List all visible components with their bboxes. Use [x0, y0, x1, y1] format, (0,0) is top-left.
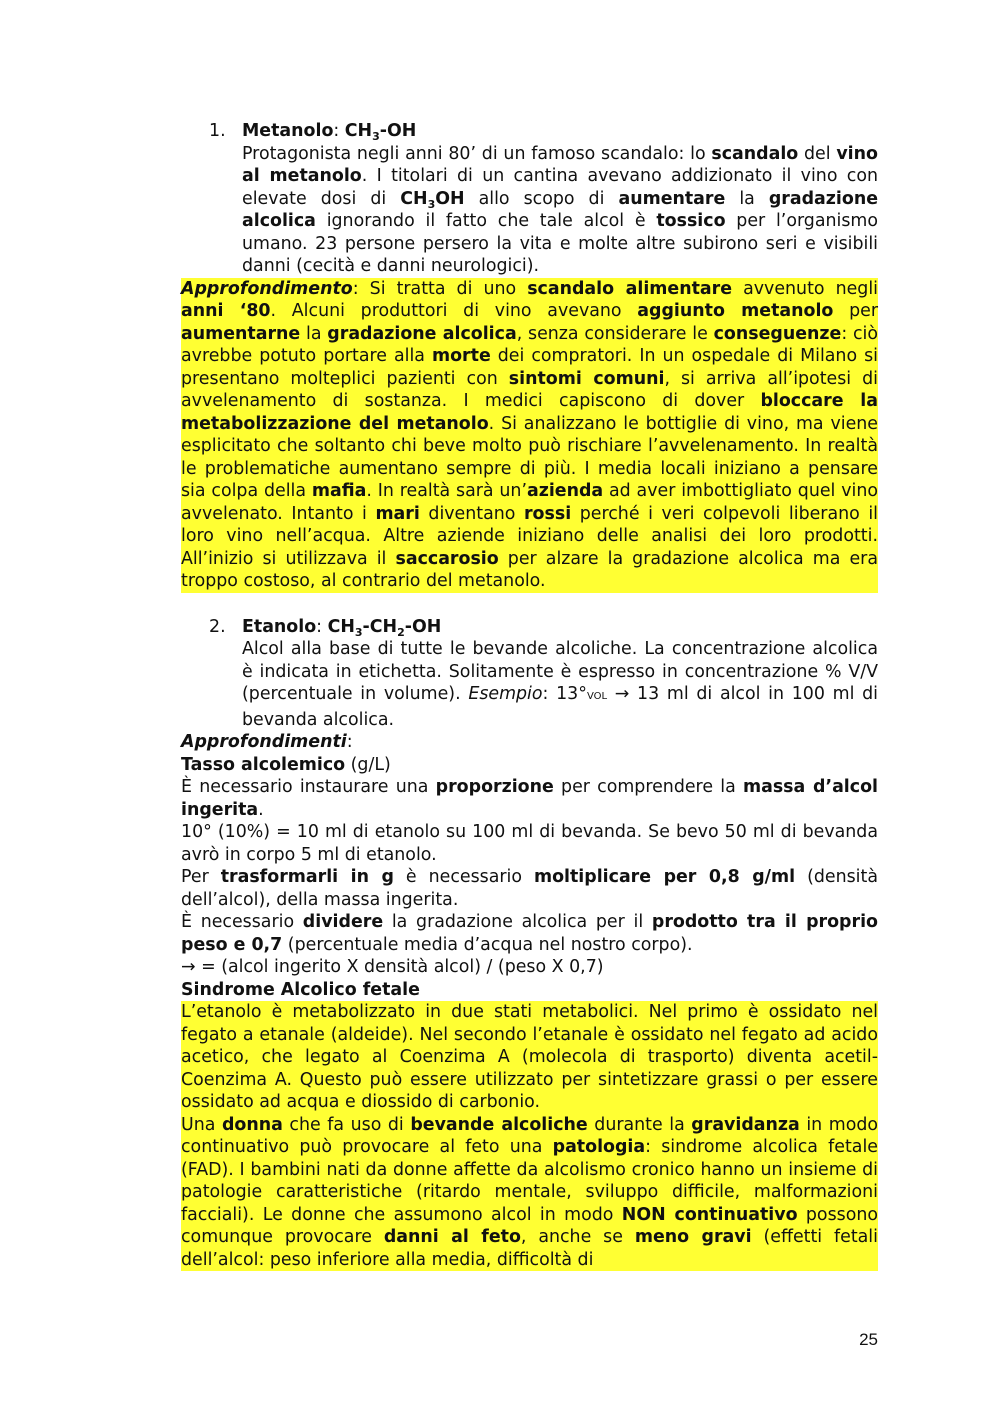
text-run: vino al metanolo: [242, 143, 878, 186]
sindrome-paragraph-1: [181, 1001, 878, 1114]
formula-line: [181, 956, 878, 979]
text-run: (percentuale media d’acqua nel nostro corpo).: [282, 934, 693, 955]
text-run: : ciò avrebbe potuto portare alla: [181, 323, 879, 366]
tasso-paragraph-3: [181, 866, 878, 911]
text-run: 3: [427, 197, 436, 211]
text-run: rossi: [523, 503, 572, 524]
chemical-formula: $CH_3-OH$: [344, 121, 417, 143]
text-run: → 13 ml di alcol in 100 ml di bevanda alcolica.: [242, 684, 878, 730]
text-run: gravidanza: [691, 1114, 800, 1135]
text-run: aumentarne: [181, 323, 301, 344]
text-run: danni al feto: [383, 1227, 521, 1247]
text-run: trasformarli in g: [220, 867, 394, 887]
text-run: gradazione alcolica: [327, 323, 517, 344]
text-run: L’etanolo è metabolizzato in due stati metabolici. Nel primo è ossidato nel fegato a etanale (aldeide). Nel secondo l’etanale è ossidato nel fegato ad acido acetico, che legato al Coenzima A (molecola di trasporto) diventa acetil-Coenzima A. Questo può essere utilizzato per sintetizzare grassi o per essere ossidato ad acqua e diossido di carbonio.: [181, 1002, 878, 1112]
text-run: gradazione alcolica: [242, 188, 878, 231]
text-run: Una: [181, 1114, 222, 1135]
text-run: NON continuativo: [621, 1204, 798, 1225]
text-run: Tasso alcolemico: [181, 754, 346, 775]
text-run: meno gravi: [634, 1227, 752, 1247]
text-run: moltiplicare per 0,8 g/ml: [533, 867, 796, 887]
text-run: , senza considerare le: [516, 323, 714, 344]
text-run: donna: [221, 1114, 283, 1135]
text-run: ad aver imbottigliato quel vino avvelenato. Intanto i: [181, 481, 879, 524]
text-run: possono comunque provocare: [181, 1204, 878, 1247]
text-run: aggiunto metanolo: [637, 301, 834, 321]
item-heading: Etanolo: $CH_3-CH_2-OH$: [242, 616, 442, 639]
text-run: : sindrome alcolica fetale (FAD). I bambini nati da donne affette da alcolismo cronico hanno un insieme di patologie caratteristiche (ritardo mentale, sviluppo difficile, malformazioni facciali). Le donne che assumono alcol in modo: [181, 1137, 878, 1225]
text-run: proporzione: [435, 777, 554, 797]
text-run: perché i veri colpevoli liberano il loro vino nell’acqua. Altre aziende iniziano delle analisi dei loro prodotti. All’inizio si utilizzava il: [181, 503, 878, 569]
text-run: bevande alcoliche: [410, 1114, 588, 1135]
text-run: del: [798, 143, 837, 164]
item-heading: Metanolo: $CH_3-OH$: [242, 121, 417, 143]
text-run: OH: [435, 188, 465, 209]
text-run: prodotto tra il proprio peso e 0,7: [181, 912, 878, 955]
text-run: massa d’alcol ingerita: [181, 777, 878, 820]
text-run: . Si analizzano le bottiglie di vino, ma viene esplicitato che soltanto chi beve molto può rischiare l’avvelenamento. In realtà le problematiche aumentano sempre di più. I media locali iniziano a pensare sia colpa della: [181, 413, 878, 501]
text-run: morte: [431, 346, 491, 366]
text-run: patologia: [552, 1137, 646, 1157]
text-run: la gradazione alcolica per il: [383, 912, 652, 932]
text-run: , anche se: [520, 1227, 635, 1247]
text-run: .: [258, 799, 264, 820]
text-run: , si arriva all’ipotesi di avvelenamento di sostanza. I medici capiscono di dover: [181, 368, 878, 411]
sindrome-heading: [181, 979, 878, 1002]
list-number: 2.: [209, 616, 226, 637]
text-run: la: [725, 188, 769, 209]
list-number: 1.: [209, 121, 226, 141]
text-run: bloccare la metabolizzazione del metanolo: [181, 391, 878, 434]
text-run: dei compratori. In un ospedale di Milano si presentano molteplici pazienti con: [181, 346, 879, 389]
text-run: per comprendere la: [553, 777, 743, 797]
text-run: : Si tratta di uno: [352, 278, 528, 299]
text-run: ignorando il fatto che tale alcol è: [315, 211, 657, 231]
tasso-paragraph-1: [181, 776, 878, 821]
sindrome-paragraph-2: [181, 1114, 878, 1272]
text-run: tossico: [656, 211, 726, 231]
text-run: : 13°: [542, 684, 587, 704]
text-run: Alcol alla base di tutte le bevande alcoliche. La concentrazione alcolica è indicata in etichetta. Solitamente è espresso in concentrazione % V/V (percentuale in volume).: [242, 639, 878, 704]
text-run: Approfondimenti: [181, 732, 347, 752]
text-run: mafia: [311, 481, 367, 501]
text-run: Approfondimento: [181, 278, 353, 299]
text-run: azienda: [526, 481, 604, 501]
text-run: per alzare la gradazione alcolica ma era troppo costoso, al contrario del metanolo.: [181, 548, 878, 591]
list-item-etanolo: [209, 616, 878, 732]
text-run: anni ‘80: [181, 301, 271, 321]
text-run: che fa uso di: [282, 1114, 411, 1135]
text-run: sintomi comuni: [508, 368, 665, 389]
text-run: è necessario: [393, 867, 534, 887]
text-run: dividere: [302, 912, 384, 932]
text-run: (densità dell’alcol), della massa ingerita.: [181, 867, 878, 910]
chemical-formula: $CH_3-CH_2-OH$: [327, 616, 442, 639]
text-run: in modo continuativo può provocare al feto una: [181, 1114, 879, 1157]
text-run: avvenuto negli: [732, 278, 878, 299]
page-number: 25: [859, 1330, 878, 1349]
text-run: la: [300, 323, 328, 344]
text-run: Protagonista negli anni 80’ di un famoso scandalo: lo: [242, 143, 712, 164]
text-run: durante la: [587, 1114, 692, 1135]
text-run: → = (alcol ingerito X densità alcol) / (peso X 0,7): [181, 957, 604, 977]
page-content: [181, 120, 878, 1271]
text-run: CH: [400, 188, 428, 209]
text-run: diventano: [419, 503, 524, 524]
text-run: scandalo: [711, 143, 799, 164]
text-run: scandalo alimentare: [527, 278, 733, 299]
approfondimento-paragraph: [181, 278, 878, 593]
text-run: (g/L): [345, 754, 391, 775]
text-run: Per: [181, 867, 221, 887]
tasso-paragraph-2: [181, 821, 878, 866]
tasso-paragraph-4: [181, 911, 878, 956]
text-run: :: [346, 732, 353, 752]
text-run: Sindrome Alcolico fetale: [181, 979, 420, 1000]
text-run: È necessario instaurare una: [181, 777, 436, 797]
list-item-metanolo: [209, 120, 879, 278]
text-run: per: [833, 301, 878, 321]
text-run: Esempio: [468, 684, 543, 704]
text-run: saccarosio: [395, 548, 499, 569]
text-run: per l’organismo umano. 23 persone persero la vita e molte altre subirono seri e visibili danni (cecità e danni neurologici).: [242, 211, 878, 276]
text-run: (effetti fetali dell’alcol: peso inferiore alla media, difficoltà di: [181, 1227, 878, 1270]
text-run: . Alcuni produttori di vino avevano: [270, 301, 638, 321]
item-description: [242, 143, 878, 278]
tasso-heading: [181, 754, 878, 777]
text-run: aumentare: [618, 188, 726, 209]
text-run: . I titolari di un cantina avevano addizionato il vino con elevate dosi di: [242, 166, 879, 209]
text-run: VOL: [586, 691, 608, 702]
text-run: 10° (10%) = 10 ml di etanolo su 100 ml di bevanda. Se bevo 50 ml di bevanda avrò in corpo 5 ml di etanolo.: [181, 822, 878, 865]
text-run: mari: [375, 503, 420, 524]
approfondimenti-heading: [181, 731, 878, 754]
text-run: . In realtà sarà un’: [366, 481, 527, 501]
item-description: [242, 638, 878, 731]
text-run: È necessario: [181, 912, 303, 932]
text-run: conseguenze: [713, 323, 842, 344]
text-run: allo scopo di: [464, 188, 619, 209]
substance-name: Etanolo: [242, 616, 317, 637]
substance-name: Metanolo: [242, 121, 334, 141]
